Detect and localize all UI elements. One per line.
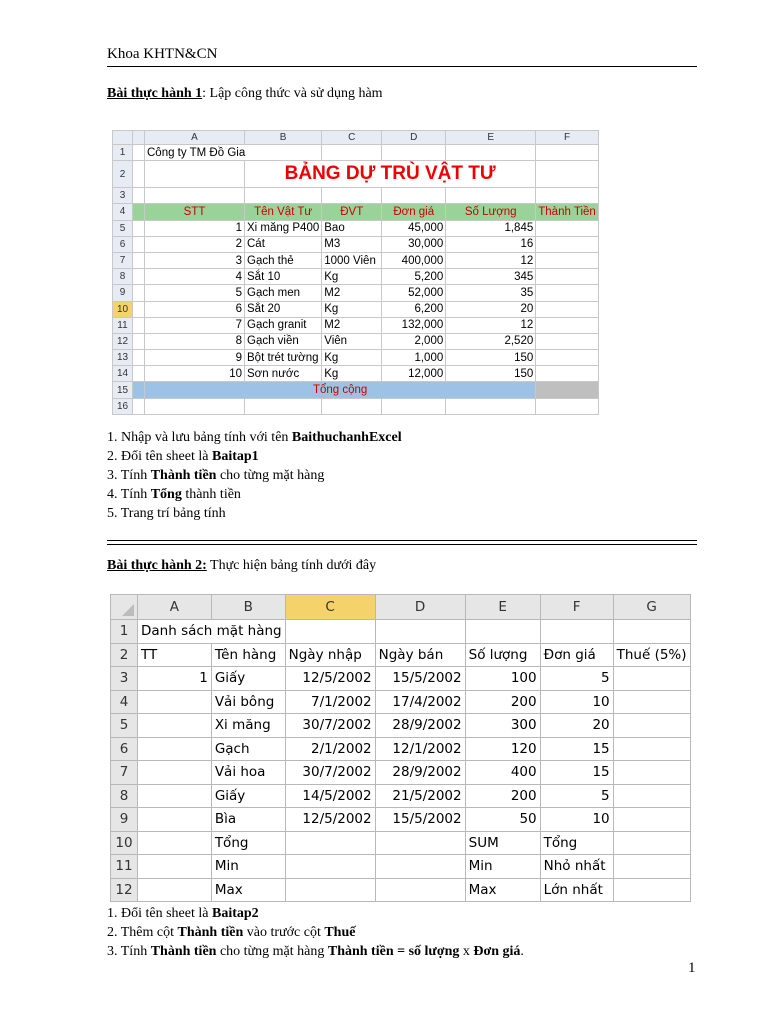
thue-cell[interactable] [613,690,690,714]
data-cell[interactable]: Kg [322,301,382,317]
row-header[interactable]: 8 [111,784,138,808]
corner-cell [113,131,133,145]
data-cell[interactable]: 8 [145,333,245,349]
data-cell[interactable]: Gạch men [245,285,322,301]
cell[interactable] [613,831,690,855]
task-text: . [520,944,524,959]
data-cell[interactable]: 2,520 [446,333,536,349]
data-cell[interactable]: 28/9/2002 [375,714,465,738]
cell[interactable] [138,831,212,855]
cell [133,301,145,317]
cell[interactable] [145,161,245,188]
footer-desc[interactable]: Nhỏ nhất [540,855,613,879]
ex2-title-rest: Thực hiện bảng tính dưới đây [206,558,377,573]
cell [133,252,145,268]
thue-cell[interactable] [613,714,690,738]
table-row [111,808,691,832]
cell[interactable] [465,620,540,644]
table-row [113,366,599,382]
data-cell[interactable]: 200 [465,784,540,808]
data-cell[interactable]: Kg [322,366,382,382]
cell[interactable] [382,398,446,414]
thue-cell[interactable] [613,761,690,785]
data-cell[interactable]: Vải bông [211,690,285,714]
task-text: thành tiền [181,487,241,502]
data-cell[interactable]: Gạch viền [245,333,322,349]
cell[interactable] [245,188,322,204]
data-cell[interactable]: 400 [465,761,540,785]
row-header[interactable]: 9 [113,285,133,301]
footer-label[interactable]: Min [211,855,285,879]
data-cell[interactable]: 300 [465,714,540,738]
task-item [107,466,402,485]
task-text: 1. Nhập và lưu bảng tính với tên [107,430,292,445]
row-header[interactable]: 1 [113,145,133,161]
data-cell[interactable]: 15 [540,737,613,761]
data-cell[interactable]: Sơn nước [245,366,322,382]
task-text: 2. Thêm cột [107,925,178,940]
footer-desc[interactable]: Tổng [540,831,613,855]
data-cell[interactable]: Viên [322,333,382,349]
data-cell[interactable]: 7 [145,317,245,333]
header-cell[interactable]: Thành Tiền [536,204,599,220]
task-bold: Baitap2 [211,906,259,921]
data-cell[interactable]: 1 [145,220,245,236]
cell [133,269,145,285]
task-bold: Thuế [324,925,356,940]
header-cell[interactable]: ĐVT [322,204,382,220]
column-header[interactable]: G [613,595,690,620]
table-row [113,317,599,333]
cell[interactable] [322,398,382,414]
header-cell[interactable]: Số lượng [465,643,540,667]
table-row [111,667,691,691]
data-cell[interactable]: 5 [540,667,613,691]
data-cell[interactable] [138,808,212,832]
data-cell[interactable]: 21/5/2002 [375,784,465,808]
data-cell[interactable]: Gạch granit [245,317,322,333]
banner-title[interactable]: BẢNG DỰ TRÙ VẬT TƯ [245,161,536,188]
cell[interactable] [245,398,322,414]
data-cell[interactable]: 120 [465,737,540,761]
data-cell[interactable]: 10 [540,808,613,832]
task-text: 2. Đổi tên sheet là [107,449,212,464]
cell[interactable] [133,188,145,204]
cell[interactable] [613,620,690,644]
data-cell[interactable]: Sắt 10 [245,269,322,285]
ex2-title [107,558,376,574]
row-header[interactable]: 10 [111,831,138,855]
cell[interactable] [138,855,212,879]
table-row [111,690,691,714]
task-bold: Tổng [150,487,182,502]
column-header[interactable]: F [540,595,613,620]
table-row [113,301,599,317]
row-header[interactable]: 4 [111,690,138,714]
thanh-tien-cell[interactable] [536,285,599,301]
cell[interactable] [382,145,446,161]
data-cell[interactable]: 2/1/2002 [285,737,375,761]
data-cell[interactable]: Gạch [211,737,285,761]
table-row [111,761,691,785]
thanh-tien-cell[interactable] [536,333,599,349]
cell[interactable] [375,855,465,879]
column-header[interactable]: C [322,131,382,145]
data-cell[interactable] [138,714,212,738]
table-row [113,333,599,349]
thanh-tien-cell[interactable] [536,236,599,252]
task-bold: Thành tiền [177,925,244,940]
cell [133,204,145,220]
row-header[interactable]: 8 [113,269,133,285]
row-header[interactable]: 16 [113,398,133,414]
data-cell[interactable]: 345 [446,269,536,285]
thanh-tien-cell[interactable] [536,269,599,285]
row-header[interactable]: 10 [113,301,133,317]
header-rule [107,66,697,67]
select-all-corner[interactable] [111,595,138,620]
header-cell[interactable]: Đơn giá [382,204,446,220]
cell [133,161,145,188]
data-cell[interactable]: 3 [145,252,245,268]
data-cell[interactable]: M3 [322,236,382,252]
header-cell[interactable]: STT [145,204,245,220]
data-cell[interactable]: Bao [322,220,382,236]
data-cell[interactable]: 30/7/2002 [285,714,375,738]
column-header[interactable]: B [245,131,322,145]
row-header[interactable]: 1 [111,620,138,644]
task-item [107,923,524,942]
cell[interactable] [382,188,446,204]
task-text: 1. Đổi tên sheet là [107,906,212,921]
header-cell[interactable]: TT [138,643,212,667]
data-cell[interactable]: 200 [465,690,540,714]
data-cell[interactable]: 10 [540,690,613,714]
column-header[interactable]: D [382,131,446,145]
cell[interactable] [375,878,465,902]
row-header[interactable]: 4 [113,204,133,220]
thanh-tien-cell[interactable] [536,366,599,382]
row-header[interactable]: 11 [111,855,138,879]
cell[interactable] [138,878,212,902]
data-cell[interactable]: 12/1/2002 [375,737,465,761]
cell [133,366,145,382]
footer-label[interactable]: Tổng [211,831,285,855]
task-item [107,485,402,504]
cell[interactable] [145,398,245,414]
select-all-icon [122,604,134,616]
footer-label[interactable]: Max [211,878,285,902]
cell [133,236,145,252]
cell[interactable] [613,878,690,902]
ex1-tasks [107,428,402,523]
thanh-tien-cell[interactable] [536,317,599,333]
cell[interactable] [285,855,375,879]
task-item [107,504,402,523]
cell[interactable] [536,398,599,414]
data-cell[interactable]: 35 [446,285,536,301]
row-header[interactable]: 12 [113,333,133,349]
data-cell[interactable]: 5 [540,784,613,808]
task-bold: Baitap1 [211,449,259,464]
thanh-tien-cell[interactable] [536,252,599,268]
column-header[interactable]: E [446,131,536,145]
table-row [111,737,691,761]
task-bold: Thành tiền = số lượng [327,944,460,959]
cell [133,220,145,236]
data-cell[interactable]: M2 [322,317,382,333]
sheet1 [112,130,599,415]
data-cell[interactable]: M2 [322,285,382,301]
header-cell[interactable]: Đơn giá [540,643,613,667]
cell [133,382,145,398]
task-bold: BaithuchanhExcel [291,430,402,445]
cell[interactable] [375,831,465,855]
task-text: 5. Trang trí bảng tính [107,506,226,521]
cell[interactable] [536,145,599,161]
data-cell[interactable]: 2 [145,236,245,252]
header-cell[interactable]: Số Lượng [446,204,536,220]
data-cell[interactable]: 12 [446,252,536,268]
cell [133,350,145,366]
data-cell[interactable]: Kg [322,350,382,366]
total-label[interactable]: Tổng cộng [145,382,536,398]
column-header[interactable]: B [211,595,285,620]
table-row [113,252,599,268]
data-cell[interactable]: Xi măng [211,714,285,738]
data-cell[interactable]: 20 [540,714,613,738]
cell[interactable] [613,855,690,879]
data-cell[interactable]: 30,000 [382,236,446,252]
table-row [113,236,599,252]
data-cell[interactable]: 1,000 [382,350,446,366]
cell [133,333,145,349]
data-cell[interactable]: Bột trét tường [245,350,322,366]
row-header[interactable]: 2 [111,643,138,667]
thue-cell[interactable] [613,737,690,761]
thue-cell[interactable] [613,667,690,691]
cell[interactable] [322,145,382,161]
row-header[interactable]: 3 [113,188,133,204]
data-cell[interactable]: 6,200 [382,301,446,317]
table-row [113,269,599,285]
footer-func[interactable]: Max [465,878,540,902]
data-cell[interactable]: 6 [145,301,245,317]
task-item [107,428,402,447]
data-cell[interactable] [138,737,212,761]
data-cell[interactable]: 15/5/2002 [375,808,465,832]
table-row [113,350,599,366]
cell[interactable] [536,161,599,188]
cell[interactable] [540,620,613,644]
table-row [113,285,599,301]
task-item [107,904,524,923]
data-cell[interactable]: 50 [465,808,540,832]
row-header[interactable]: 2 [113,161,133,188]
page-number: 1 [688,960,696,976]
header-cell[interactable]: Ngày bán [375,643,465,667]
thanh-tien-cell[interactable] [536,350,599,366]
cell[interactable] [133,398,145,414]
data-cell[interactable]: 17/4/2002 [375,690,465,714]
table-row [111,784,691,808]
header-cell[interactable]: Tên Vật Tư [245,204,322,220]
thanh-tien-cell[interactable] [536,301,599,317]
ex1-title-rest: : Lập công thức và sử dụng hàm [202,86,383,101]
cell [133,285,145,301]
task-text: 3. Tính [107,944,151,959]
ex1-title-bold: Bài thực hành 1 [107,86,203,101]
list-title[interactable]: Danh sách mặt hàng [138,620,286,644]
task-text: cho từng mặt hàng [216,468,325,483]
data-cell[interactable]: Giấy [211,784,285,808]
footer-func[interactable]: SUM [465,831,540,855]
data-cell[interactable] [138,784,212,808]
task-item [107,942,524,961]
data-cell[interactable]: 12 [446,317,536,333]
task-bold: Thành tiền [150,468,217,483]
footer-desc[interactable]: Lớn nhất [540,878,613,902]
sheet2 [110,594,691,902]
cell[interactable] [446,188,536,204]
data-cell[interactable]: Gạch thẻ [245,252,322,268]
data-cell[interactable]: 30/7/2002 [285,761,375,785]
section-rule-2 [107,544,697,545]
row-header[interactable]: 12 [111,878,138,902]
task-bold: Đơn giá [473,944,521,959]
data-cell[interactable]: 15/5/2002 [375,667,465,691]
section-rule-1 [107,540,697,541]
data-cell[interactable]: 52,000 [382,285,446,301]
ex2-tasks [107,904,524,961]
row-header[interactable]: 13 [113,350,133,366]
data-cell[interactable]: 7/1/2002 [285,690,375,714]
cell [133,145,145,161]
column-header[interactable]: C [285,595,375,620]
data-cell[interactable]: 9 [145,350,245,366]
table-row [111,714,691,738]
data-cell[interactable]: Vải hoa [211,761,285,785]
header-cell[interactable]: Tên hàng [211,643,285,667]
ex1-title [107,86,383,102]
data-cell[interactable]: 15 [540,761,613,785]
table-row [113,220,599,236]
task-text: 4. Tính [107,487,151,502]
data-cell[interactable]: Cát [245,236,322,252]
data-cell[interactable]: 12/5/2002 [285,667,375,691]
data-cell[interactable]: 400,000 [382,252,446,268]
cell[interactable] [446,398,536,414]
task-text: cho từng mặt hàng [216,944,328,959]
data-cell[interactable]: 12/5/2002 [285,808,375,832]
row-header[interactable]: 7 [113,252,133,268]
row-header[interactable]: 9 [111,808,138,832]
task-item [107,447,402,466]
data-cell[interactable]: 150 [446,366,536,382]
data-cell[interactable]: 16 [446,236,536,252]
task-text: vào trước cột [243,925,325,940]
thue-cell[interactable] [613,808,690,832]
column-header[interactable]: D [375,595,465,620]
ex2-title-bold: Bài thực hành 2: [107,558,207,573]
row-header[interactable]: 6 [113,236,133,252]
cell[interactable] [285,620,375,644]
data-cell[interactable]: 100 [465,667,540,691]
cell[interactable] [536,188,599,204]
row-header[interactable]: 7 [111,761,138,785]
data-cell[interactable] [138,761,212,785]
data-cell[interactable]: 14/5/2002 [285,784,375,808]
data-cell[interactable]: Xi măng P400 [245,220,322,236]
col-gap [133,131,145,145]
data-cell[interactable]: 132,000 [382,317,446,333]
data-cell[interactable]: Kg [322,269,382,285]
header-cell[interactable]: Thuế (5%) [613,643,690,667]
task-bold: Thành tiền [150,944,217,959]
data-cell[interactable]: 1,845 [446,220,536,236]
thue-cell[interactable] [613,784,690,808]
data-cell[interactable]: Sắt 20 [245,301,322,317]
row-header[interactable]: 3 [111,667,138,691]
cell[interactable] [322,188,382,204]
column-header[interactable]: A [145,131,245,145]
data-cell[interactable]: 4 [145,269,245,285]
row-header[interactable]: 15 [113,382,133,398]
column-header[interactable]: E [465,595,540,620]
data-cell[interactable]: 5 [145,285,245,301]
row-header[interactable]: 5 [111,714,138,738]
company-cell[interactable]: Công ty TM Đồ Gia [145,145,322,161]
data-cell[interactable]: 28/9/2002 [375,761,465,785]
cell[interactable] [375,620,465,644]
row-header[interactable]: 11 [113,317,133,333]
row-header[interactable]: 14 [113,366,133,382]
data-cell[interactable]: 20 [446,301,536,317]
page-header: Khoa KHTN&CN [107,46,218,62]
total-value-cell[interactable] [536,382,599,398]
cell [133,317,145,333]
data-cell[interactable]: Giấy [211,667,285,691]
column-header[interactable]: F [536,131,599,145]
cell[interactable] [145,188,245,204]
data-cell[interactable]: 5,200 [382,269,446,285]
data-cell[interactable] [138,690,212,714]
data-cell[interactable]: 1000 Viên [322,252,382,268]
data-cell[interactable]: 10 [145,366,245,382]
data-cell[interactable]: 1 [138,667,212,691]
task-text: x [459,944,474,959]
task-text: 3. Tính [107,468,151,483]
data-cell[interactable]: 150 [446,350,536,366]
cell[interactable] [285,831,375,855]
row-header[interactable]: 6 [111,737,138,761]
cell[interactable] [446,145,536,161]
footer-func[interactable]: Min [465,855,540,879]
row-header[interactable]: 5 [113,220,133,236]
column-header[interactable]: A [138,595,212,620]
header-cell[interactable]: Ngày nhập [285,643,375,667]
data-cell[interactable]: 12,000 [382,366,446,382]
data-cell[interactable]: 45,000 [382,220,446,236]
cell[interactable] [285,878,375,902]
thanh-tien-cell[interactable] [536,220,599,236]
data-cell[interactable]: 2,000 [382,333,446,349]
data-cell[interactable]: Bìa [211,808,285,832]
